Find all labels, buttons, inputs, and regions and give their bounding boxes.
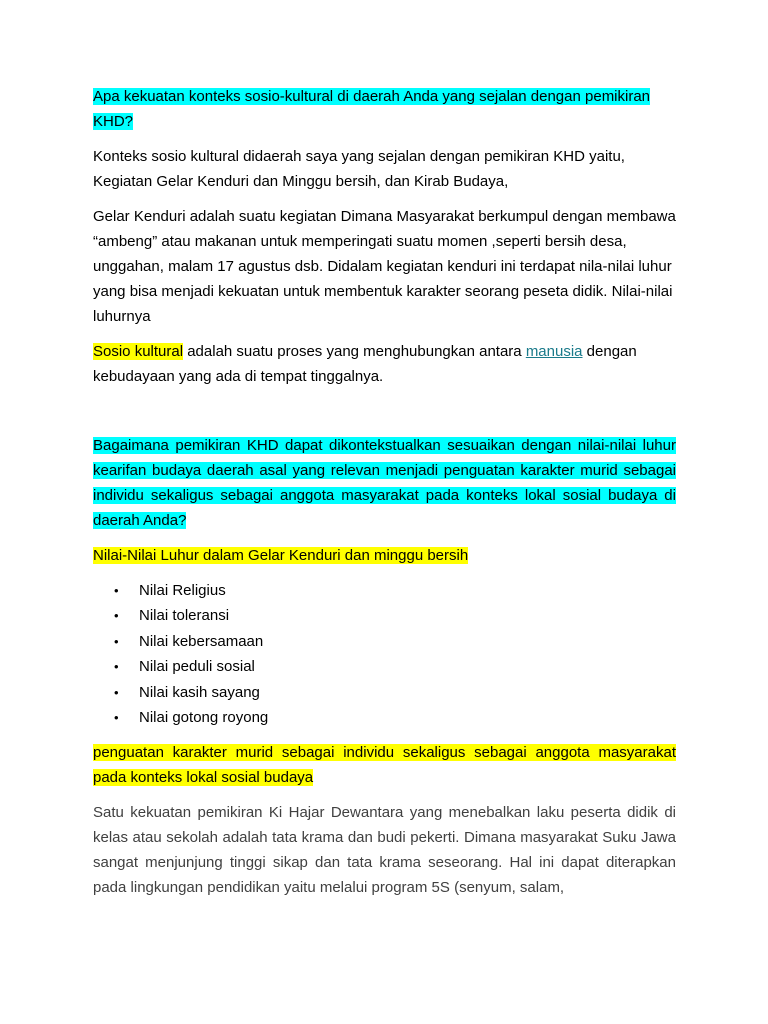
- penguatan-body: Satu kekuatan pemikiran Ki Hajar Dewantara yang menebalkan laku peserta didik di kelas atau sekolah adalah tata krama dan budi pekerti. Dimana masyarakat Suku Jawa sangat menjunjung tinggi sikap dan tata krama seseorang. Hal ini dapat diterapkan pada lingkungan pendidikan yaitu melalui program 5S (senyum, salam,: [93, 804, 676, 897]
- list-item: • Nilai kebersamaan: [139, 629, 676, 654]
- answer-paragraph-1: Konteks sosio kultural didaerah saya yang sejalan dengan pemikiran KHD yaitu, Kegiatan Gelar Kenduri dan Minggu bersih, dan Kirab Budaya,: [93, 148, 625, 190]
- penguatan-heading-text: penguatan karakter murid sebagai individu sekaligus sebagai anggota masyarakat pada konteks lokal sosial budaya: [93, 744, 676, 787]
- bullet-icon: •: [114, 583, 119, 598]
- nilai-list: [93, 578, 676, 730]
- bullet-icon: •: [114, 608, 119, 624]
- question-2: [93, 433, 676, 533]
- nilai-heading-text: Nilai-Nilai Luhur dalam Gelar Kenduri dan minggu bersih: [93, 547, 469, 564]
- definition-text-2: dengan kebudayaan yang ada di tempat tinggalnya.: [93, 343, 637, 385]
- question-1: [93, 84, 676, 134]
- list-item: • Nilai gotong royong: [139, 705, 676, 730]
- penguatan-heading: [93, 740, 676, 790]
- answer-paragraph-3: [93, 339, 676, 389]
- sosio-kultural-highlight: Sosio kultural: [93, 343, 184, 360]
- bullet-icon: •: [114, 710, 119, 726]
- manusia-link[interactable]: manusia: [525, 343, 583, 360]
- nilai-heading: [93, 543, 676, 568]
- bullet-icon: •: [114, 633, 119, 649]
- bullet-icon: •: [114, 659, 119, 675]
- list-item: • Nilai Religius: [139, 578, 676, 603]
- list-item: • Nilai peduli sosial: [139, 654, 676, 679]
- list-item: • Nilai toleransi: [139, 603, 676, 628]
- bullet-icon: •: [114, 684, 119, 700]
- definition-text-1: adalah suatu proses yang menghubungkan antara: [183, 343, 526, 360]
- list-item: • Nilai kasih sayang: [139, 680, 676, 705]
- question-2-text: Bagaimana pemikiran KHD dapat dikontekstualkan sesuaikan dengan nilai-nilai luhur kearifan budaya daerah asal yang relevan menjadi penguatan karakter murid sebagai individu sekaligus sebagai anggota masyarakat pada konteks lokal sosial budaya di daerah Anda?: [93, 437, 676, 529]
- answer-paragraph-2: Gelar Kenduri adalah suatu kegiatan Dimana Masyarakat berkumpul dengan membawa “ambeng” atau makanan untuk memperingati suatu momen ,seperti bersih desa, unggahan, malam 17 agustus dsb. Didalam kegiatan kenduri ini terdapat nila-nilai luhur yang bisa menjadi kekuatan untuk membentuk karakter seorang peseta didik. Nilai-nilai luhurnya: [93, 208, 676, 325]
- question-1-text: Apa kekuatan konteks sosio-kultural di daerah Anda yang sejalan dengan pemikiran KHD?: [93, 88, 651, 130]
- blank-line: [93, 399, 676, 433]
